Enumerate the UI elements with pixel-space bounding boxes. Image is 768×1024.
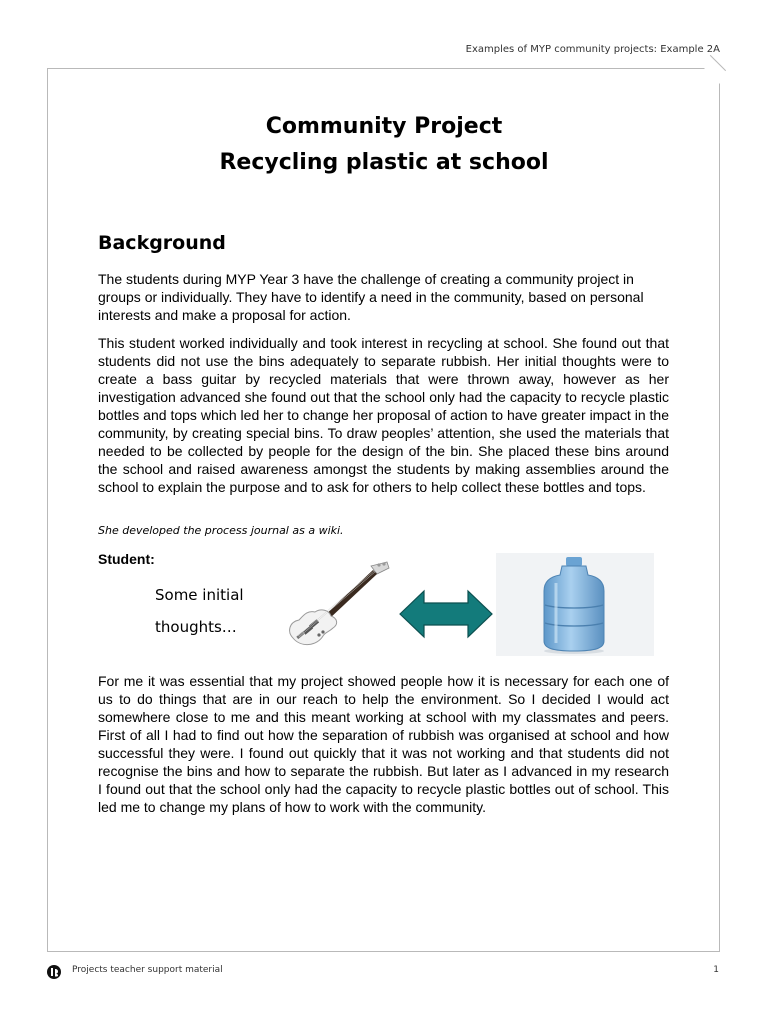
page-number: 1	[713, 965, 719, 975]
water-bottle-photo	[496, 553, 654, 656]
page-frame	[47, 68, 720, 952]
initial-thoughts-text	[155, 579, 285, 643]
thoughts-line-1: Some initial	[155, 586, 244, 604]
paragraph-student-reflection: For me it was essential that my project showed people how it is necessary for each one of us to do things that are in our reach to help the environment. So I decided I would act somewhere close to me and this meant working at school with my classmates and peers. First of all I had to find out how the separation of rubbish was organised at school and how successful they were. I found out quickly that it was not working and that students did not recognise the bins and how to separate the rubbish. But later as I advanced in my research I found out that the school only had the capacity to recycle plastic bottles out of school. This led me to change my plans of how to work with the community.	[98, 673, 669, 815]
water-bottle-icon	[496, 553, 654, 656]
footer-text: Projects teacher support material	[72, 965, 223, 975]
paragraph-intro: The students during MYP Year 3 have the challenge of creating a community project in groups or individually. They have to identify a need in the community, based on personal interests and make a proposal for action.	[98, 271, 644, 323]
running-head: Examples of MYP community projects: Example 2A	[465, 44, 720, 55]
ib-logo-icon	[46, 964, 62, 980]
document-title: Community Project	[265, 114, 503, 139]
double-arrow-icon	[398, 589, 494, 639]
page-corner-fold	[704, 68, 720, 84]
section-heading-background: Background	[98, 232, 226, 254]
thoughts-line-2: thoughts…	[155, 618, 237, 636]
document-subtitle: Recycling plastic at school	[219, 150, 549, 175]
paragraph-student-work: This student worked individually and took interest in recycling at school. She found out that students did not use the bins adequately to separate rubbish. Her initial thoughts were to create a bass guitar by recycled materials that were thrown away, however as her investigation advanced she found out that the school only had the capacity to recycle plastic bottles and tops which led her to change her proposal of action to have greater impact in the community, by creating special bins. To draw peoples’ attention, she used the materials that needed to be collected by people for the design of the bin. She placed these bins around the school and raised awareness amongst the students by making assemblies around the school to explain the purpose and to ask for others to help collect these bottles and tops.	[98, 335, 669, 495]
bass-guitar-icon	[283, 560, 393, 650]
student-label: Student:	[98, 551, 155, 567]
process-journal-note: She developed the process journal as a wiki.	[98, 524, 344, 537]
